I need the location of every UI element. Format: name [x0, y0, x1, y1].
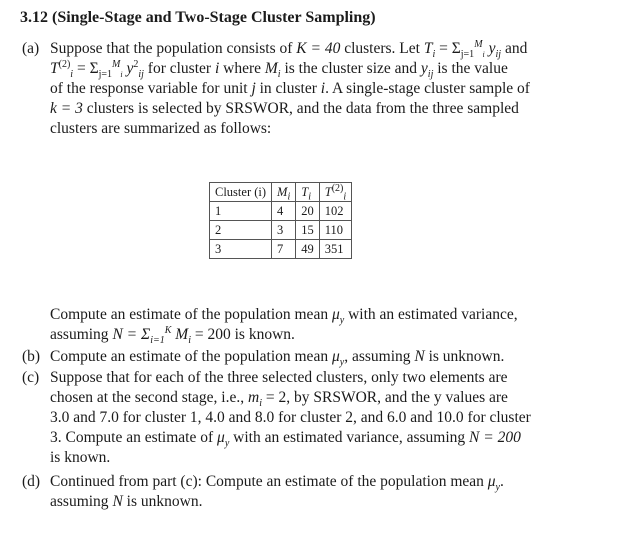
math: μ	[331, 348, 340, 365]
math-sub: i	[343, 191, 347, 203]
math-sup: 2	[133, 58, 139, 70]
math-sub: y	[339, 357, 345, 369]
math-sub: i	[70, 69, 74, 81]
math: = Σ	[435, 40, 461, 57]
table-cell: 110	[319, 221, 351, 240]
part-b	[22, 347, 622, 367]
part-d	[22, 472, 622, 512]
text: in cluster	[255, 80, 321, 97]
math: μ	[331, 306, 340, 323]
math: T	[324, 185, 332, 199]
table-row	[210, 202, 352, 221]
math: K = 40	[296, 40, 341, 57]
text: is the cluster size and	[280, 60, 421, 77]
math-sub: i	[277, 69, 281, 81]
text: of the response variable for unit	[50, 80, 252, 97]
math: M	[171, 326, 189, 343]
math: y	[122, 60, 134, 77]
table-cell: 15	[296, 221, 320, 240]
math-sub: i	[120, 70, 123, 80]
text: clusters is selected by SRSWOR, and the data from the three sampled	[82, 100, 519, 117]
table-cell: 1	[210, 202, 272, 221]
part-c	[22, 368, 622, 468]
text: clusters. Let	[340, 40, 424, 57]
table-cell: 4	[272, 202, 296, 221]
math-sub: ij	[427, 69, 434, 81]
table-row	[210, 240, 352, 259]
math-sub: i	[308, 191, 311, 203]
table-cell: 3	[210, 240, 272, 259]
text: . A single-stage cluster sample of	[325, 80, 530, 97]
text: where	[219, 60, 265, 77]
part-a-continued	[22, 305, 622, 345]
table-cell: 2	[210, 221, 272, 240]
part-b-text	[50, 347, 622, 367]
math: T	[423, 40, 433, 57]
text: Compute an estimate of the population mean	[50, 348, 332, 365]
math-sub: ij	[138, 69, 144, 81]
math-sub: i=1	[150, 335, 165, 347]
part-b-label: (b)	[22, 348, 41, 365]
exercise-title: 3.12 (Single-Stage and Two-Stage Cluster Sampling)	[20, 9, 376, 26]
text: , by SRSWOR, and the y values are	[286, 389, 508, 406]
math-sub: y	[339, 315, 345, 327]
text: is known.	[230, 326, 295, 343]
math: N = 200	[469, 429, 521, 446]
math-sup: K	[164, 324, 172, 336]
text: Continued from part (c): Compute an estimate of the population mean	[50, 473, 488, 490]
math-sub: i	[287, 191, 291, 203]
math: m	[248, 389, 260, 406]
header-mi	[272, 183, 296, 202]
table-cell: 49	[296, 240, 320, 259]
text: assuming	[50, 326, 113, 343]
table-cell: 3	[272, 221, 296, 240]
part-c-label: (c)	[22, 369, 40, 386]
math: i	[214, 60, 220, 77]
math-sub: i	[482, 50, 485, 60]
table-cell: 20	[296, 202, 320, 221]
text: 3.0 and 7.0 for cluster 1, 4.0 and 8.0 for cluster 2, and 6.0 and 10.0 for cluster	[50, 409, 531, 426]
math: N	[414, 348, 425, 365]
math: μ	[217, 429, 225, 446]
math: μ	[487, 473, 496, 490]
table-cell: 351	[319, 240, 351, 259]
part-d-text	[50, 472, 622, 512]
header-ti2	[319, 183, 351, 202]
header-cluster: Cluster (i)	[210, 183, 272, 202]
math: y	[420, 60, 428, 77]
math-sub: i	[188, 335, 191, 347]
text: with an estimated variance, assuming	[229, 429, 470, 446]
math: = Σ	[73, 60, 99, 77]
text: for cluster	[143, 60, 215, 77]
text: with an estimated variance,	[344, 306, 518, 323]
table-cell: 102	[319, 202, 351, 221]
math-sub: j=1	[460, 49, 475, 61]
math-sup: (2)	[58, 58, 71, 70]
part-a	[22, 39, 622, 139]
text: is unknown.	[424, 348, 505, 365]
part-d-label: (d)	[22, 473, 41, 490]
math: i	[320, 80, 326, 97]
math-sub: ij	[495, 49, 502, 61]
table-header-row	[210, 183, 352, 202]
text: Compute an estimate of the population mean	[50, 306, 332, 323]
math: T	[301, 185, 309, 199]
header-ti	[296, 183, 320, 202]
math: T	[50, 60, 59, 77]
math-sub: i	[432, 49, 436, 61]
math-sub: y	[495, 482, 500, 494]
math: N	[112, 493, 123, 510]
text: and	[501, 40, 528, 57]
text: is known.	[50, 449, 111, 466]
math-sub: j=1	[98, 69, 113, 81]
text: 3. Compute an estimate of	[50, 429, 218, 446]
math: k = 3	[50, 100, 83, 117]
text: chosen at the second stage, i.e.,	[50, 389, 248, 406]
text: is the value	[433, 60, 508, 77]
math-sub: i	[259, 398, 262, 410]
text: is unknown.	[122, 493, 203, 510]
math: N = Σ	[112, 326, 151, 343]
part-a-text	[50, 39, 622, 139]
math: y	[484, 40, 496, 57]
text: .	[500, 473, 504, 490]
math: M	[277, 185, 288, 199]
math: = 200	[190, 326, 231, 343]
math-sup: (2)	[331, 182, 344, 194]
part-a-compute-text	[50, 305, 622, 345]
math-sub: y	[224, 438, 230, 450]
text: Suppose that for each of the three selected clusters, only two elements are	[50, 369, 508, 386]
table-cell: 7	[272, 240, 296, 259]
cluster-data-table	[209, 182, 352, 259]
table-row	[210, 221, 352, 240]
text: Suppose that the population consists of	[50, 40, 297, 57]
math: j	[251, 80, 256, 97]
text: , assuming	[344, 348, 415, 365]
part-a-label: (a)	[22, 40, 40, 57]
math: = 2	[261, 389, 287, 406]
math-sup: M	[474, 38, 483, 50]
text: clusters are summarized as follows:	[50, 120, 272, 137]
math: M	[264, 60, 278, 77]
part-c-text	[50, 368, 622, 468]
text: assuming	[50, 493, 113, 510]
math-sup: M	[112, 58, 121, 70]
